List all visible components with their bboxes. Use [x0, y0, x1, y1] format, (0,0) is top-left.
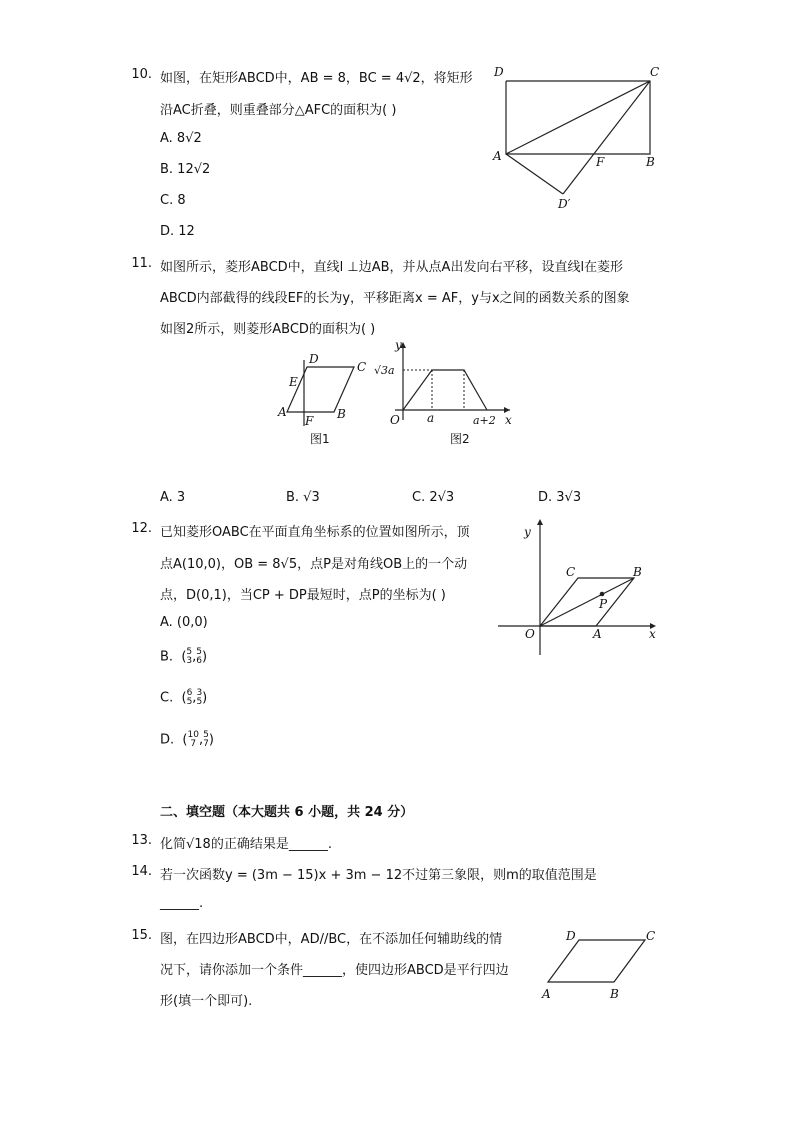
q15-text-line1: 图，在四边形ABCD中，AD//BC，在不添加任何辅助线的情 [160, 932, 503, 947]
q14-text-line1: 若一次函数y = (3m − 15)x + 3m − 12不过第三象限，则m的取值范围是 [160, 868, 597, 883]
q11-fig2-label-y: y [395, 338, 402, 352]
q12-label-b: B [633, 565, 642, 579]
q12-option-b-frac-y [196, 648, 202, 666]
q12-y-arrow [537, 519, 543, 525]
q12-label-o: O [525, 627, 535, 641]
q12-number: 12. [131, 521, 152, 536]
q11-fig1-label-e: E [289, 375, 298, 389]
q10-label-f: F [596, 155, 605, 169]
q11-rhombus [287, 367, 354, 412]
q12-text-line3: 点，D(0,1)，当CP + DP最短时，点P的坐标为( ) [160, 588, 446, 603]
q12-option-c-x-den: 5 [186, 697, 193, 707]
q12-diagonal-ob [540, 578, 634, 626]
q11-fig2-caption: 图2 [450, 432, 470, 446]
q11-figure2 [372, 338, 522, 452]
q11-fig2-label-a-plus-2: a+2 [473, 414, 496, 427]
q11-option-b: B. √3 [286, 490, 320, 505]
q15-label-b: B [610, 987, 619, 1001]
q12-figure [492, 515, 667, 660]
q12-option-c-y-num: 3 [196, 688, 203, 698]
q12-text-line1: 已知菱形OABC在平面直角坐标系的位置如图所示，顶 [160, 525, 470, 540]
q11-text-line2: ABCD内部截得的线段EF的长为y，平移距离x = AF，y与x之间的函数关系的图象 [160, 291, 630, 306]
q11-graph [403, 370, 487, 410]
q10-option-c: C. 8 [160, 193, 186, 208]
q12-option-d-letter: D. [160, 732, 175, 748]
q12-option-d-x-num: 10 [187, 730, 199, 740]
q10-label-d: D [494, 65, 504, 79]
q11-text-line3: 如图2所示，则菱形ABCD的面积为( ) [160, 322, 376, 337]
q11-fig2-label-sqrt3a: √3a [374, 364, 395, 377]
q11-fig1-label-b: B [337, 407, 346, 421]
q12-option-d-y-num: 5 [203, 730, 209, 740]
q15-label-d: D [566, 929, 576, 943]
q10-figure [490, 62, 670, 212]
q11-fig1-label-d: D [309, 352, 319, 366]
q12-label-x: x [649, 627, 656, 641]
q13-number: 13. [131, 833, 152, 848]
q11-text-line1: 如图所示，菱形ABCD中，直线l ⊥边AB，并从点A出发向右平移，设直线l在菱形 [160, 260, 624, 275]
q12-option-d-frac-x [188, 731, 199, 749]
q10-option-d: D. 12 [160, 224, 195, 239]
q11-figure1 [272, 342, 377, 452]
q15-number: 15. [131, 928, 152, 943]
q10-segment-ad [506, 154, 563, 194]
q12-option-c-letter: C. [160, 690, 174, 706]
q10-label-c: C [650, 65, 660, 79]
q11-number: 11. [131, 256, 152, 271]
q15-label-c: C [646, 929, 656, 943]
q11-fig1-label-c: C [357, 360, 367, 374]
q14-text-line2: ______. [160, 896, 204, 911]
q12-option-c: C. (6 5,3 5) [160, 688, 208, 707]
q12-label-a: A [593, 627, 602, 641]
q11-fig1-caption: 图1 [310, 432, 330, 446]
q10-option-b: B. 12√2 [160, 162, 211, 177]
q12-point-p [600, 592, 605, 597]
q11-fig1-label-f: F [305, 414, 314, 428]
q12-option-d-x-den: 7 [190, 739, 197, 749]
q12-option-b-y-den: 6 [196, 656, 203, 666]
q15-text-line3: 形(填一个即可). [160, 994, 253, 1009]
q12-option-d-y-den: 7 [203, 739, 209, 749]
q12-option-d: D. (10 7 ,5 7) [160, 730, 214, 749]
q12-text-line2: 点A(10,0)，OB = 8√5，点P是对角线OB上的一个动 [160, 557, 468, 572]
q12-option-c-y-den: 5 [196, 697, 203, 707]
q10-text-line1: 如图，在矩形ABCD中，AB = 8，BC = 4√2，将矩形 [160, 71, 473, 86]
q10-text-line2: 沿AC折叠，则重叠部分△AFC的面积为( ) [160, 103, 397, 118]
q10-option-a: A. 8√2 [160, 131, 202, 146]
q11-option-c: C. 2√3 [412, 490, 455, 505]
q11-option-a: A. 3 [160, 490, 186, 505]
q14-number: 14. [131, 864, 152, 879]
q12-option-b-frac-x [186, 648, 192, 666]
q12-option-b: B. (5 3,5 6) [160, 647, 208, 666]
q15-text-line2: 况下，请你添加一个条件______，使四边形ABCD是平行四边 [160, 963, 509, 978]
q11-option-d: D. 3√3 [538, 490, 582, 505]
q12-option-b-x-den: 3 [186, 656, 193, 666]
q11-fig2-label-x: x [505, 413, 512, 427]
q12-option-c-frac-y [196, 689, 202, 707]
q12-label-c: C [566, 565, 576, 579]
q10-label-a: A [493, 149, 502, 163]
q15-parallelogram [548, 940, 645, 982]
q12-option-b-x-num: 5 [186, 647, 193, 657]
q10-segment-dc [563, 81, 650, 194]
q12-option-c-frac-x [187, 689, 193, 707]
q10-label-b: B [646, 155, 655, 169]
q11-fig1-label-a: A [278, 405, 287, 419]
q11-fig2-label-o: O [390, 413, 400, 427]
q15-figure [536, 924, 666, 1006]
q12-option-b-letter: B. [160, 649, 174, 665]
q12-label-p: P [599, 597, 608, 611]
q12-option-c-x-num: 6 [186, 688, 193, 698]
section-2-title: 二、填空题（本大题共 6 小题，共 24 分） [160, 805, 414, 820]
q10-label-d-prime: D′ [558, 197, 571, 211]
q13-text: 化简√18的正确结果是______. [160, 837, 332, 852]
q12-option-b-y-num: 5 [196, 647, 203, 657]
q11-fig2-label-a: a [427, 411, 435, 425]
q12-option-a: A. (0,0) [160, 615, 208, 630]
q10-number: 10. [131, 67, 152, 82]
q12-label-y: y [524, 525, 531, 539]
q12-option-d-frac-y [203, 731, 209, 749]
q10-diagonal-ac [506, 81, 650, 154]
q15-label-a: A [542, 987, 551, 1001]
